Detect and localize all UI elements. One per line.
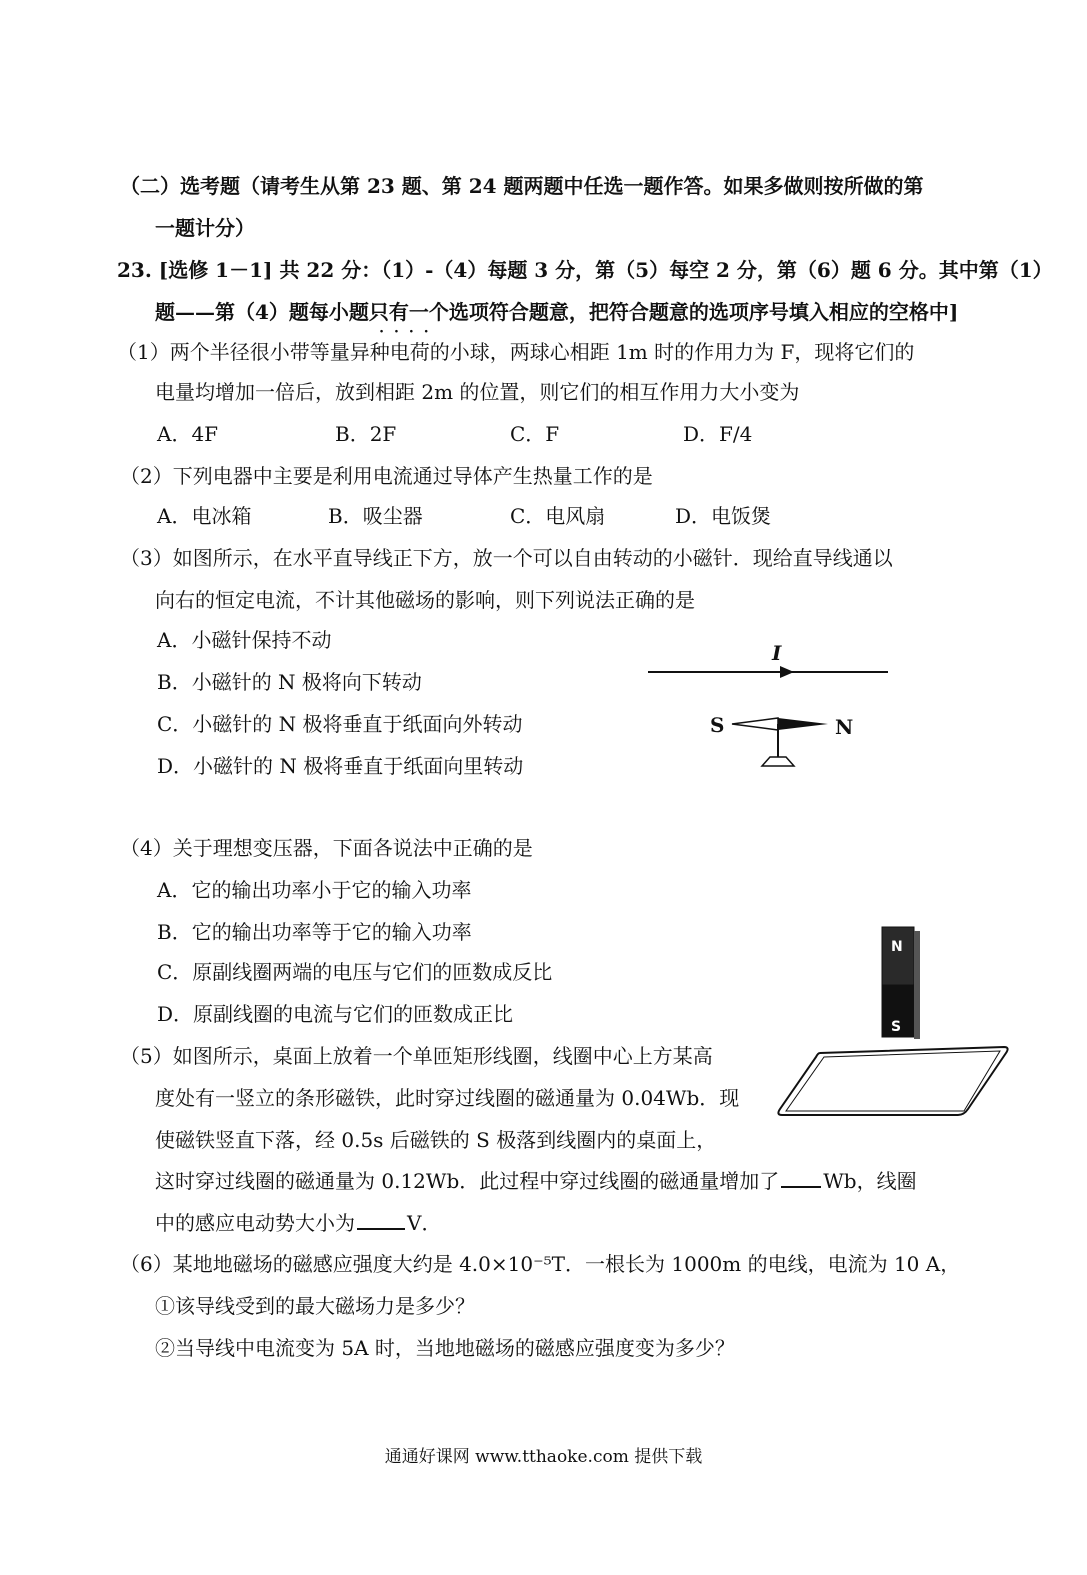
p5-line4-unit: Wb，线圈 <box>823 1169 917 1193</box>
p4-option-d: D．原副线圈的电流与它们的匝数成正比 <box>157 1002 514 1026</box>
p1-stem-line1: （1）两个半径很小带等量异种电荷的小球，两球心相距 1m 时的作用力为 F，现将它们的 <box>117 340 915 364</box>
coil-outer <box>778 1047 1007 1115</box>
p5-line5 <box>155 1208 441 1237</box>
magnet-shadow <box>914 931 920 1039</box>
p4-option-c: C．原副线圈两端的电压与它们的匝数成反比 <box>157 960 553 984</box>
p1-option-b: B．2F <box>335 422 397 446</box>
p5-line5-text: 中的感应电动势大小为 <box>155 1211 355 1235</box>
needle-n-label: N <box>835 715 854 739</box>
q23-header-part-a: 题——第（4）题每小题 <box>155 300 369 324</box>
section-heading-line2: 一题计分） <box>155 216 255 240</box>
p2-option-a: A．电冰箱 <box>157 504 252 528</box>
p5-line4 <box>155 1166 917 1195</box>
magnet-n-label: N <box>891 939 903 955</box>
flux-change-blank[interactable] <box>781 1166 821 1188</box>
q23-header-line1: 23. [选修 1－1] 共 22 分：（1）-（4）每题 3 分，第（5）每空 2 分，第（6）题 6 分。其中第（1） <box>117 258 1053 282</box>
p6-question2: ②当导线中电流变为 5A 时，当地地磁场的磁感应强度变为多少？ <box>155 1336 735 1360</box>
wire-compass-figure <box>640 630 900 775</box>
p5-line5-unit: V． <box>407 1211 442 1235</box>
p3-stem-line1: （3）如图所示，在水平直导线正下方，放一个可以自由转动的小磁针．现给直导线通以 <box>120 546 893 570</box>
q23-header-part-b: 选项符合题意，把符合题意的选项序号填入相应的空格中] <box>448 300 959 324</box>
needle-base <box>762 757 794 766</box>
p5-line3: 使磁铁竖直下落，经 0.5s 后磁铁的 S 极落到线圈内的桌面上， <box>155 1128 717 1152</box>
p1-option-c: C．F <box>510 422 560 446</box>
p6-question1: ①该导线受到的最大磁场力是多少？ <box>155 1294 475 1318</box>
p3-option-b: B．小磁针的 N 极将向下转动 <box>157 670 422 694</box>
p2-option-c: C．电风扇 <box>510 504 606 528</box>
q23-header-line2 <box>155 298 959 340</box>
p3-option-d: D．小磁针的 N 极将垂直于纸面向里转动 <box>157 754 524 778</box>
p3-option-c: C．小磁针的 N 极将垂直于纸面向外转动 <box>157 712 523 736</box>
p4-stem: （4）关于理想变压器，下面各说法中正确的是 <box>120 836 533 860</box>
section-heading-line1: （二）选考题（请考生从第 23 题、第 24 题两题中任选一题作答。如果多做则按所做的第 <box>120 174 924 198</box>
page-footer: 通通好课网 www.tthaoke.com 提供下载 <box>384 1447 703 1467</box>
p1-option-a: A．4F <box>157 422 219 446</box>
p1-option-d: D．F/4 <box>683 422 753 446</box>
p2-option-b: B．吸尘器 <box>328 504 423 528</box>
p5-line4-text: 这时穿过线圈的磁通量为 0.12Wb．此过程中穿过线圈的磁通量增加了 <box>155 1169 780 1193</box>
magnet-n-half <box>882 927 914 985</box>
p4-option-a: A．它的输出功率小于它的输入功率 <box>157 878 472 902</box>
p5-line1: （5）如图所示，桌面上放着一个单匝矩形线圈，线圈中心上方某高 <box>120 1044 713 1068</box>
p1-stem-line2: 电量均增加一倍后，放到相距 2m 的位置，则它们的相互作用力大小变为 <box>155 380 800 404</box>
needle-north-half <box>778 718 828 730</box>
coil-inner <box>786 1051 1000 1111</box>
magnet-coil-figure <box>772 925 1017 1120</box>
p6-stem: （6）某地地磁场的磁感应强度大约是 4.0×10⁻⁵T．一根长为 1000m 的电线，电流为 10 A， <box>120 1252 961 1276</box>
current-label: I <box>772 641 782 665</box>
magnet-s-label: S <box>891 1019 902 1035</box>
p3-stem-line2: 向右的恒定电流，不计其他磁场的影响，则下列说法正确的是 <box>155 588 695 612</box>
needle-south-half <box>732 718 778 730</box>
p2-stem: （2）下列电器中主要是利用电流通过导体产生热量工作的是 <box>120 464 653 488</box>
current-arrow-icon <box>780 666 794 678</box>
p4-option-b: B．它的输出功率等于它的输入功率 <box>157 920 472 944</box>
p5-line2: 度处有一竖立的条形磁铁，此时穿过线圈的磁通量为 0.04Wb．现 <box>155 1086 740 1110</box>
p3-option-a: A．小磁针保持不动 <box>157 628 332 652</box>
p2-option-d: D．电饭煲 <box>675 504 772 528</box>
needle-s-label: S <box>710 713 725 737</box>
emphasis-dots: ···· <box>379 324 439 340</box>
q23-header-emphasis: 只有一个 ···· <box>369 300 449 324</box>
emf-blank[interactable] <box>357 1208 405 1230</box>
